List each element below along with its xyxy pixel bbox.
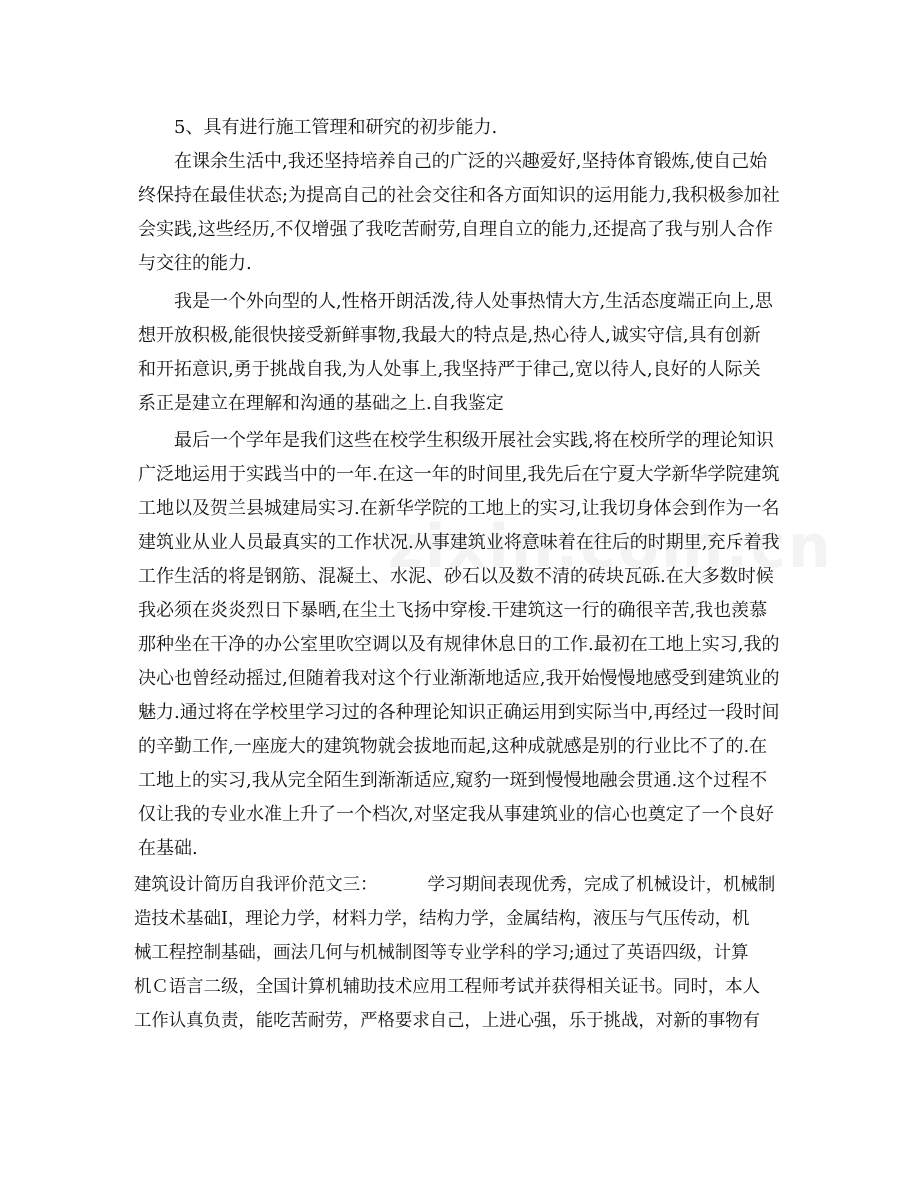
para3-line-9: 魅力.通过将在学校里学习过的各种理论知识正确运用到实际当中,再经过一段时间 [138,702,780,723]
para1-line-3: 会实践,这些经历,不仅增强了我吃苦耐劳,自理自立的能力,还提高了我与别人合作 [138,219,773,240]
list-item-5: 5、具有进行施工管理和研究的初步能力. [174,117,498,138]
para3-line-12: 仅让我的专业水准上升了一个档次,对坚定我从事建筑业的信心也奠定了一个良好 [138,804,774,825]
section3-first-line [134,873,775,897]
para2-line-1: 我是一个外向型的人,性格开朗活泼,待人处事热情大方,生活态度端正向上,思 [174,291,773,312]
para1-line-2: 终保持在最佳状态;为提高自己的社会交往和各方面知识的运用能力,我积极参加社 [138,185,780,206]
para3-line-3: 工地以及贺兰县城建局实习.在新华学院的工地上的实习,让我切身体会到作为一名 [138,498,780,519]
para3-line-2: 广泛地运用于实践当中的一年.在这一年的时间里,我先后在宁夏大学新华学院建筑 [138,464,780,485]
section3-line-1-rest: 学习期间表现优秀，完成了机械设计，机械制 [427,875,776,895]
section3-line-2: 造技术基础Ⅰ，理论力学，材料力学，结构力学，金属结构，液压与气压传动，机 [134,909,750,929]
para1-line-1: 在课余生活中,我还坚持培养自己的广泛的兴趣爱好,坚持体育锻炼,使自己始 [174,151,768,172]
para3-line-5: 工作生活的将是钢筋、混凝土、水泥、砂石以及数不清的砖块瓦砾.在大多数时候 [138,566,774,587]
para3-line-10: 的辛勤工作,一座庞大的建筑物就会拔地而起,这种成就感是别的行业比不了的.在 [138,736,768,757]
section3-heading: 建筑设计简历自我评价范文三： [134,875,378,895]
para3-line-11: 工地上的实习,我从完全陌生到渐渐适应,窥豹一斑到慢慢地融会贯通.这个过程不 [138,770,768,791]
section3-line-4: 机Ｃ语言二级，全国计算机辅助技术应用工程师考试并获得相关证书。同时，本人 [134,977,761,997]
para2-line-3: 和开拓意识,勇于挑战自我,为人处事上,我坚持严于律己,宽以待人,良好的人际关 [138,359,761,380]
para3-line-1: 最后一个学年是我们这些在校学生积级开展社会实践,将在校所学的理论知识 [174,430,774,451]
para3-line-6: 我必须在炎炎烈日下暴晒,在尘土飞扬中穿梭.干建筑这一行的确很辛苦,我也羡慕 [138,600,768,621]
section3-line-3: 械工程控制基础，画法几何与机械制图等专业学科的学习;通过了英语四级，计算 [134,943,749,963]
para3-line-8: 决心也曾经动摇过,但随着我对这个行业渐渐地适应,我开始慢慢地感受到建筑业的 [138,668,780,689]
para3-line-4: 建筑业从业人员最真实的工作状况.从事建筑业将意味着在往后的时期里,充斥着我 [138,532,780,553]
section3-line-5: 工作认真负责，能吃苦耐劳，严格要求自己，上进心强，乐于挑战，对新的事物有 [134,1011,761,1031]
para2-line-4: 系正是建立在理解和沟通的基础之上.自我鉴定 [138,393,504,414]
para1-line-4: 与交往的能力. [138,253,252,274]
para2-line-2: 想开放积极,能很快接受新鲜事物,我最大的特点是,热心待人,诚实守信,具有创新 [138,325,761,346]
para3-line-13: 在基础. [138,838,198,859]
para3-line-7: 那种坐在干净的办公室里吹空调以及有规律休息日的工作.最初在工地上实习,我的 [138,634,780,655]
